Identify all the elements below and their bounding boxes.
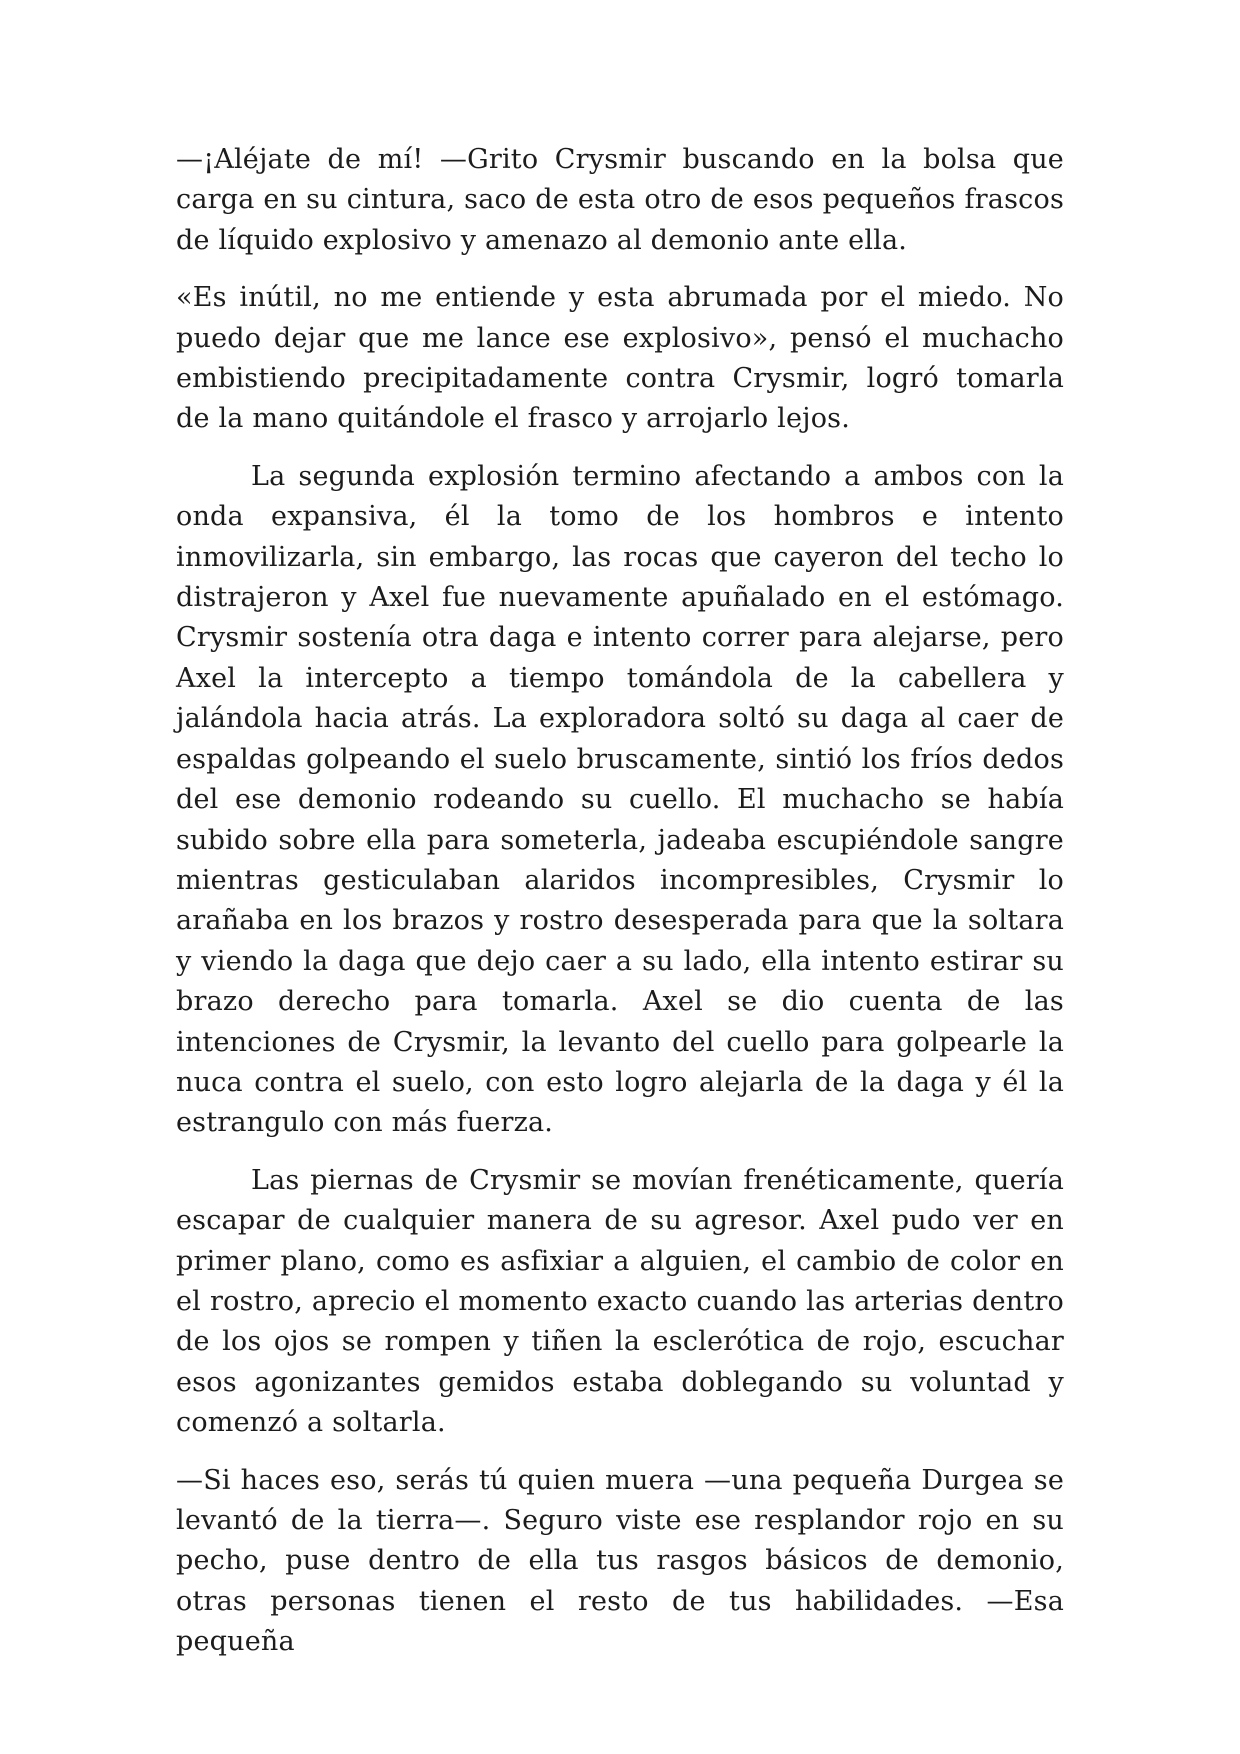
paragraph-4: Las piernas de Crysmir se movían frenéticamente, quería escapar de cualquier manera de su agresor. Axel pudo ver en primer plano, como es asfixiar a alguien, el cambio de color en el rostro, aprecio el momento exacto cuando las arterias dentro de los ojos se rompen y tiñen la esclerótica de rojo, escuchar esos agonizantes gemidos estaba doblegando su voluntad y comenzó a soltarla.	[176, 1164, 1064, 1439]
paragraph-5: —Si haces eso, serás tú quien muera —una pequeña Durgea se levantó de la tierra—. Seguro viste ese resplandor rojo en su pecho, puse dentro de ella tus rasgos básicos de demonio, otras personas tienen el resto de tus habilidades. —Esa pequeña	[176, 1464, 1064, 1658]
paragraph-2: «Es inútil, no me entiende y esta abrumada por el miedo. No puedo dejar que me lance ese explosivo», pensó el muchacho embistiendo precipitadamente contra Crysmir, logró tomarla de la mano quitándole el frasco y arrojarlo lejos.	[176, 282, 1064, 435]
paragraph-3: La segunda explosión termino afectando a ambos con la onda expansiva, él la tomo de los hombros e intento inmovilizarla, sin embargo, las rocas que cayeron del techo lo distrajeron y Axel fue nuevamente apuñalado en el estómago. Crysmir sostenía otra daga e intento correr para alejarse, pero Axel la intercepto a tiempo tomándola de la cabellera y jalándola hacia atrás. La exploradora soltó su daga al caer de espaldas golpeando el suelo bruscamente, sintió los fríos dedos del ese demonio rodeando su cuello. El muchacho se había subido sobre ella para someterla, jadeaba escupiéndole sangre mientras gesticulaban alaridos incompresibles, Crysmir lo arañaba en los brazos y rostro desesperada para que la soltara y viendo la daga que dejo caer a su lado, ella intento estirar su brazo derecho para tomarla. Axel se dio cuenta de las intenciones de Crysmir, la levanto del cuello para golpearle la nuca contra el suelo, con esto logro alejarla de la daga y él la estrangulo con más fuerza.	[176, 460, 1064, 1139]
paragraph-1: —¡Aléjate de mí! —Grito Crysmir buscando en la bolsa que carga en su cintura, saco de esta otro de esos pequeños frascos de líquido explosivo y amenazo al demonio ante ella.	[176, 144, 1064, 256]
body-text	[176, 140, 1064, 1663]
